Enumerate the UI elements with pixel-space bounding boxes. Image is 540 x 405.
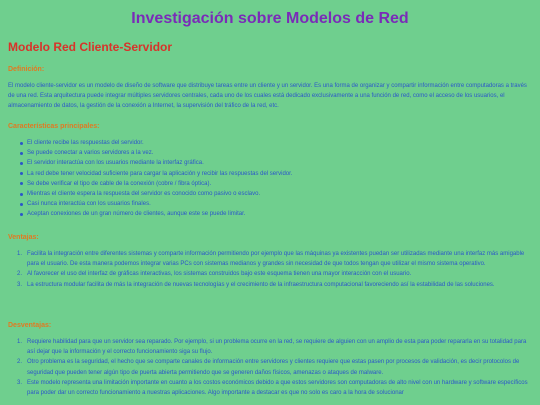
list-item: Se debe verificar el tipo de cable de la conexión (cobre / fibra óptica). — [27, 179, 527, 189]
list-item: 2. Otro problema es la seguridad, el hecho que se comparte canales de información entre servidores y clientes requiere que estas pasen por procesos de validación, es decir protocolos de seguridad que pueden tener algún tipo de puerta abierta permitiendo que se generen daños físicos, amenazas o ataques de malware. — [17, 359, 520, 376]
list-item: 1. Facilita la integración entre diferentes sistemas y comparte información permitiendo por ejemplo que las máquinas ya existentes puedan ser utilizadas mediante una interfaz más amigable para el usuario. De esta manera podemos integrar varias PCs con sistemas medianos y grandes sin necesidad de que todos tengan que utilizar el mismo sistema operativo. — [17, 251, 525, 268]
list-item: Se puede conectar a varios servidores a la vez. — [27, 148, 527, 158]
list-item: 1. Requiere habilidad para que un servidor sea reparado. Por ejemplo, si un problema ocurre en la red, se requiere de alguien con un amplio de esta para poder repararla en su totalidad para así dejar que la información y el correcto funcionamiento siga su flujo. — [17, 339, 527, 356]
definicion-label: Definición: — [8, 66, 45, 73]
desventajas-label: Desventajas: — [8, 322, 52, 329]
list-item: La red debe tener velocidad suficiente para cargar la aplicación y recibir las respuestas del servidor. — [27, 169, 527, 179]
ventajas-label: Ventajas: — [8, 234, 39, 241]
definicion-text: El modelo cliente-servidor es un modelo de diseño de software que distribuye tareas entre un cliente y un servidor. Es una forma de organizar y compartir información entre computadoras a través de una red. Esta arquitectura puede integrar múltiples servidores centrales, cada uno de los cuales está dedicado exclusivamente a una función de red, como el acceso de los usuarios, el almacenamiento de datos, la gestión de la conexión a Internet, la supervisión del tráfico de la red, etc. — [8, 83, 527, 109]
list-item: El servidor interactúa con los usuarios mediante la interfaz gráfica. — [27, 158, 527, 168]
ventajas-list — [17, 249, 529, 290]
list-item: Mientras el cliente espera la respuesta del servidor es conocido como pasivo o esclavo. — [27, 189, 527, 199]
list-item: Aceptan conexiones de un gran número de clientes, aunque este se puede limitar. — [27, 209, 527, 219]
list-item: Casi nunca interactúa con los usuarios finales. — [27, 199, 527, 209]
list-item: 3. Este modelo representa una limitación importante en cuanto a los costos económicos debido a que estos servidores son computadoras de alto nivel con un hardware y software específicos para poder dar un correcto funcionamiento a nuestras aplicaciones. Algo importante a destacar es que no solo es caro a la hora de solucionar — [17, 379, 528, 397]
section-heading: Modelo Red Cliente-Servidor — [8, 40, 173, 54]
list-item: 3. La estructura modular facilita de más la integración de nuevas tecnologías y el crecimiento de la infraestructura computacional favoreciendo así la estabilidad de las soluciones. — [17, 281, 495, 288]
desventajas-list — [17, 337, 529, 398]
list-item: 2. Al favorecer el uso del interfaz de gráficas interactivas, los sistemas construidos bajo este esquema tienen una mayor interacción con el usuario. — [17, 271, 412, 278]
caracteristicas-list — [27, 138, 527, 220]
page-title: Investigación sobre Modelos de Red — [131, 10, 409, 27]
caracteristicas-label: Características principales: — [8, 123, 100, 130]
list-item: El cliente recibe las respuestas del servidor. — [27, 138, 527, 148]
